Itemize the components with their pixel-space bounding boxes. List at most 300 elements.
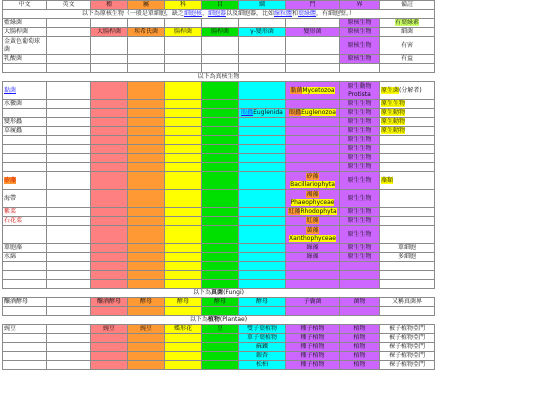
cell xyxy=(47,127,91,136)
cell xyxy=(202,352,239,361)
cell-kingdom: 原核生物 xyxy=(340,19,380,28)
cell xyxy=(128,361,165,370)
cell xyxy=(128,334,165,343)
cell xyxy=(47,118,91,127)
cell xyxy=(202,100,239,109)
cell xyxy=(165,361,202,370)
cell xyxy=(91,280,128,289)
cell xyxy=(3,154,47,163)
section-title: 以下為真核生物 xyxy=(3,73,435,82)
cell xyxy=(128,262,165,271)
cell xyxy=(3,361,47,370)
prokaryote-banner xyxy=(3,10,435,19)
phylum-en: Mycetozoa xyxy=(302,86,335,94)
cell-chinese: 變形蟲 xyxy=(3,118,47,127)
cell-phylum xyxy=(286,109,340,118)
table-row xyxy=(3,307,435,316)
cell xyxy=(91,19,128,28)
cell xyxy=(128,280,165,289)
cell xyxy=(202,127,239,136)
cell xyxy=(239,190,286,208)
cell-note xyxy=(380,172,435,190)
cell xyxy=(47,172,91,190)
cell-phylum xyxy=(286,82,340,100)
cell-family: 酵母 xyxy=(165,298,202,307)
banner-text: 以下為原核生物（一般是單細胞，缺乏 xyxy=(81,10,184,17)
cell xyxy=(380,190,435,208)
cell xyxy=(165,307,202,316)
cell-phylum xyxy=(286,172,340,190)
table-row xyxy=(3,262,435,271)
cell xyxy=(3,334,47,343)
note-tag: 原生動物 xyxy=(381,118,406,125)
link-mitochondria[interactable]: 線粒體 xyxy=(274,10,293,17)
table-row xyxy=(3,163,435,172)
cell xyxy=(239,136,286,145)
fungi-banner xyxy=(3,289,435,298)
cell xyxy=(47,253,91,262)
cell-species: 釀酒酵母 xyxy=(91,298,128,307)
phylum-zh: 紅藻 xyxy=(288,208,301,215)
cell xyxy=(165,64,202,73)
cell xyxy=(202,244,239,253)
table-row xyxy=(3,109,435,118)
cell-class: 松柏 xyxy=(239,361,286,370)
cell xyxy=(3,226,47,244)
phylum-en: Phaeophyceae xyxy=(290,198,335,206)
cell-kingdom: 原生生物 xyxy=(340,118,380,127)
cell xyxy=(286,19,340,28)
cell xyxy=(91,343,128,352)
cell xyxy=(91,334,128,343)
cell xyxy=(380,154,435,163)
header-class: 綱 xyxy=(239,1,286,10)
cell xyxy=(239,172,286,190)
cell xyxy=(202,208,239,217)
banner-text: 和 xyxy=(292,10,299,17)
cell xyxy=(165,154,202,163)
table-row xyxy=(3,352,435,361)
table-row xyxy=(3,28,435,37)
cell xyxy=(91,154,128,163)
cell-class: 銀杏 xyxy=(239,352,286,361)
cell-chinese: 大腸桿菌 xyxy=(3,28,47,37)
cell xyxy=(47,343,91,352)
cell xyxy=(239,208,286,217)
cell-kingdom: 原生生物 xyxy=(340,217,380,226)
cell xyxy=(128,190,165,208)
cell xyxy=(239,163,286,172)
phylum-zh: 褐藻 xyxy=(306,190,319,198)
header-species: 種 xyxy=(91,1,128,10)
cell-note xyxy=(380,82,435,100)
cell xyxy=(47,163,91,172)
cell xyxy=(47,271,91,280)
cell xyxy=(3,307,47,316)
cell-phylum: 綠藻 xyxy=(286,244,340,253)
cell xyxy=(128,253,165,262)
cell-class: 單子葉植物 xyxy=(239,334,286,343)
cell-kingdom: 原生生物 xyxy=(340,226,380,244)
cell xyxy=(202,37,239,55)
cell xyxy=(91,163,128,172)
cell xyxy=(165,145,202,154)
cell xyxy=(286,154,340,163)
cell xyxy=(239,262,286,271)
cell xyxy=(165,352,202,361)
cell xyxy=(239,226,286,244)
cell xyxy=(47,334,91,343)
cell xyxy=(165,262,202,271)
cell xyxy=(239,244,286,253)
cell-kingdom: 原核生物 xyxy=(340,37,380,55)
header-chinese: 中文 xyxy=(3,1,47,10)
cell xyxy=(340,280,380,289)
cell-note: 裸子植物亞門 xyxy=(380,361,435,370)
cell-genus: 酵母 xyxy=(128,298,165,307)
cell-note xyxy=(380,100,435,109)
cell-english xyxy=(47,37,91,55)
phylum-en: Rhodophyta xyxy=(300,208,337,215)
cell xyxy=(380,208,435,217)
cell xyxy=(202,217,239,226)
cell xyxy=(47,217,91,226)
cell xyxy=(47,190,91,208)
cell xyxy=(128,208,165,217)
cell-phylum xyxy=(286,217,340,226)
header-english: 英文 xyxy=(47,1,91,10)
cell-kingdom: 菌物 xyxy=(340,298,380,307)
cell xyxy=(128,136,165,145)
cell-phylum: 子囊菌 xyxy=(286,298,340,307)
banner-text: ，有細胞壁。） xyxy=(316,10,356,17)
cell-note: 裸子植物亞門 xyxy=(380,352,435,361)
cell xyxy=(202,343,239,352)
cell xyxy=(3,343,47,352)
cell xyxy=(340,262,380,271)
cell xyxy=(91,271,128,280)
cell xyxy=(286,37,340,55)
cell xyxy=(340,271,380,280)
cell xyxy=(47,136,91,145)
cell xyxy=(91,208,128,217)
cell xyxy=(202,145,239,154)
cell-chinese: 單胞藻 xyxy=(3,244,47,253)
cell xyxy=(47,82,91,100)
cell-phylum: 種子植物 xyxy=(286,334,340,343)
cell xyxy=(91,136,128,145)
cell-chinese: 海帶 xyxy=(3,190,47,208)
link-chloroplast[interactable]: 葉綠體 xyxy=(298,10,317,17)
cell xyxy=(165,244,202,253)
cell xyxy=(239,19,286,28)
banner-text: 以下為 xyxy=(193,289,212,296)
cell xyxy=(239,145,286,154)
cell-note: 有益 xyxy=(380,55,435,64)
cell xyxy=(165,100,202,109)
cell-class xyxy=(239,109,286,118)
cell-english xyxy=(47,55,91,64)
cell-family: 腸桿菌 xyxy=(165,28,202,37)
cell xyxy=(128,244,165,253)
header-phylum: 門 xyxy=(286,1,340,10)
cell-kingdom: 原核生物 xyxy=(340,28,380,37)
cell-note: 被子植物亞門 xyxy=(380,334,435,343)
cell-kingdom: 原生生物 xyxy=(340,145,380,154)
cell-phylum: 綠藻 xyxy=(286,253,340,262)
table-row xyxy=(3,37,435,55)
cell xyxy=(286,163,340,172)
table-row xyxy=(3,325,435,334)
cell-chinese: 乳酸菌 xyxy=(3,55,47,64)
cell xyxy=(202,154,239,163)
cell xyxy=(286,136,340,145)
class-zh: 眼蟲 xyxy=(241,109,254,116)
cell xyxy=(47,280,91,289)
link-nucleus[interactable]: 細胞核 xyxy=(183,10,202,17)
cell xyxy=(128,172,165,190)
cell-chinese: 水黴菌 xyxy=(3,100,47,109)
cell xyxy=(128,163,165,172)
cell xyxy=(47,208,91,217)
cell xyxy=(47,298,91,307)
cell xyxy=(380,145,435,154)
banner-bold: 植物 xyxy=(207,316,220,323)
cell xyxy=(380,136,435,145)
cell xyxy=(380,271,435,280)
note-sub: (分解者) xyxy=(399,86,422,94)
cell-phylum: 種子植物 xyxy=(286,325,340,334)
cell xyxy=(128,109,165,118)
cell xyxy=(380,307,435,316)
cell xyxy=(47,244,91,253)
cell-english xyxy=(47,28,91,37)
cell-species: 豌豆 xyxy=(91,325,128,334)
cell xyxy=(91,118,128,127)
cell xyxy=(165,226,202,244)
cell xyxy=(286,127,340,136)
cell xyxy=(202,226,239,244)
cell xyxy=(165,217,202,226)
header-genus: 屬 xyxy=(128,1,165,10)
cell-genus: 埃希氏菌 xyxy=(128,28,165,37)
header-note: 備註 xyxy=(380,1,435,10)
cell-note: 多細胞 xyxy=(380,253,435,262)
cell xyxy=(239,154,286,163)
cell xyxy=(165,163,202,172)
link-organelle[interactable]: 細胞器 xyxy=(207,10,226,17)
cell-note xyxy=(380,118,435,127)
cell xyxy=(128,37,165,55)
cell xyxy=(380,64,435,73)
cell xyxy=(165,118,202,127)
cell xyxy=(239,82,286,100)
cell-kingdom: 原生生物 xyxy=(340,208,380,217)
cell xyxy=(91,253,128,262)
cell xyxy=(380,280,435,289)
kingdom-en: Protista xyxy=(348,90,371,98)
cell xyxy=(202,172,239,190)
cell xyxy=(286,262,340,271)
cell-kingdom: 原生生物 xyxy=(340,253,380,262)
cell xyxy=(91,145,128,154)
table-row xyxy=(3,334,435,343)
cell-phylum: 變形菌 xyxy=(286,28,340,37)
cell-kingdom: 原生生物 xyxy=(340,154,380,163)
cell-class: γ-變形菌 xyxy=(239,28,286,37)
cell xyxy=(340,64,380,73)
cell-phylum xyxy=(286,208,340,217)
cell xyxy=(3,271,47,280)
note-tag: 藻類 xyxy=(381,176,394,184)
table-row xyxy=(3,217,435,226)
cell-kingdom: 植物 xyxy=(340,352,380,361)
cell xyxy=(165,334,202,343)
note-tag: 原生生物 xyxy=(381,100,406,107)
cell xyxy=(239,55,286,64)
banner-text: (Plantae) xyxy=(219,316,248,323)
table-row xyxy=(3,190,435,208)
cell-chinese xyxy=(3,172,47,190)
cell xyxy=(286,280,340,289)
cell xyxy=(165,19,202,28)
cell-kingdom: 原生生物 xyxy=(340,172,380,190)
cell xyxy=(47,64,91,73)
cell-note: 被子植物亞門 xyxy=(380,325,435,334)
table-row xyxy=(3,136,435,145)
cell xyxy=(47,361,91,370)
phylum-zh: 矽藻 xyxy=(306,172,319,180)
phylum-zh: 黏菌 xyxy=(290,86,303,94)
cell-note: 細菌 xyxy=(380,28,435,37)
cell xyxy=(202,307,239,316)
banner-text: 以下為 xyxy=(189,316,208,323)
cell-class: 蘇鐵 xyxy=(239,343,286,352)
cell-order: 酵母 xyxy=(202,298,239,307)
cell-kingdom: 植物 xyxy=(340,343,380,352)
cell xyxy=(128,82,165,100)
cell xyxy=(165,253,202,262)
cell xyxy=(3,145,47,154)
cell xyxy=(202,334,239,343)
cell-english xyxy=(47,19,91,28)
table-row xyxy=(3,208,435,217)
cell-note: 單細胞 xyxy=(380,244,435,253)
cell-phylum: 種子植物 xyxy=(286,343,340,352)
cell xyxy=(91,307,128,316)
cell xyxy=(3,262,47,271)
table-row xyxy=(3,361,435,370)
cell xyxy=(128,217,165,226)
cell xyxy=(286,271,340,280)
table-row xyxy=(3,280,435,289)
cell xyxy=(91,190,128,208)
cell xyxy=(128,64,165,73)
link-slime-mold[interactable]: 黏菌 xyxy=(4,86,17,94)
cell-family: 蝶形花 xyxy=(165,325,202,334)
cell-chinese: 草履蟲 xyxy=(3,127,47,136)
cell xyxy=(202,55,239,64)
table-row xyxy=(3,343,435,352)
note-highlight: 有葉綠素 xyxy=(394,19,419,26)
cell xyxy=(239,64,286,73)
cell-chinese: 藍綠菌 xyxy=(3,19,47,28)
cell xyxy=(286,55,340,64)
cell xyxy=(128,352,165,361)
cell xyxy=(380,262,435,271)
cell xyxy=(128,145,165,154)
cell xyxy=(165,109,202,118)
phylum-en: Bacillariophyta xyxy=(290,180,335,188)
cell xyxy=(165,55,202,64)
cell xyxy=(239,118,286,127)
cell xyxy=(239,307,286,316)
cell xyxy=(202,253,239,262)
cell-note xyxy=(380,109,435,118)
cell xyxy=(91,226,128,244)
table-row xyxy=(3,64,435,73)
cell-chinese: 紫菜 xyxy=(3,208,47,217)
phylum-en: Xanthophyceae xyxy=(289,234,336,242)
cell-order: 腸桿菌 xyxy=(202,28,239,37)
cell-kingdom: 植物 xyxy=(340,325,380,334)
cell-class: 酵母 xyxy=(239,298,286,307)
cell xyxy=(380,226,435,244)
cell xyxy=(128,226,165,244)
cell xyxy=(47,262,91,271)
cell-note: 又稱真菌界 xyxy=(380,298,435,307)
cell xyxy=(91,352,128,361)
cell-note xyxy=(380,127,435,136)
cell-chinese: 石花菜 xyxy=(3,217,47,226)
header-order: 目 xyxy=(202,1,239,10)
cell xyxy=(239,253,286,262)
table-row xyxy=(3,172,435,190)
cell-phylum: 種子植物 xyxy=(286,361,340,370)
table-row xyxy=(3,271,435,280)
cell-kingdom: 原核生物 xyxy=(340,55,380,64)
cell-chinese: 釀酒酵母 xyxy=(3,298,47,307)
table-row xyxy=(3,55,435,64)
cell xyxy=(3,352,47,361)
table-row xyxy=(3,154,435,163)
kingdom-zh: 原生動物 xyxy=(347,82,372,90)
cell-kingdom: 原生生物 xyxy=(340,109,380,118)
cell-kingdom: 原生生物 xyxy=(340,163,380,172)
taxonomy-table xyxy=(2,0,435,370)
cell xyxy=(3,163,47,172)
banner-text: 以及細胞器，比如 xyxy=(225,10,274,17)
cell xyxy=(128,19,165,28)
cell-kingdom: 原生生物 xyxy=(340,244,380,253)
cell xyxy=(47,307,91,316)
eukaryote-banner xyxy=(3,73,435,82)
cell xyxy=(380,163,435,172)
cell xyxy=(165,190,202,208)
cell-class: 雙子葉植物 xyxy=(239,325,286,334)
cell-kingdom: 原生生物 xyxy=(340,136,380,145)
cell xyxy=(202,271,239,280)
cell xyxy=(91,37,128,55)
cell xyxy=(239,127,286,136)
phylum-zh: 眼蟲 xyxy=(289,109,302,116)
plant-banner xyxy=(3,316,435,325)
cell xyxy=(128,55,165,64)
banner-text: (Fungi) xyxy=(223,289,244,296)
cell xyxy=(202,82,239,100)
cell xyxy=(202,109,239,118)
class-en: Euglenida xyxy=(253,109,283,116)
